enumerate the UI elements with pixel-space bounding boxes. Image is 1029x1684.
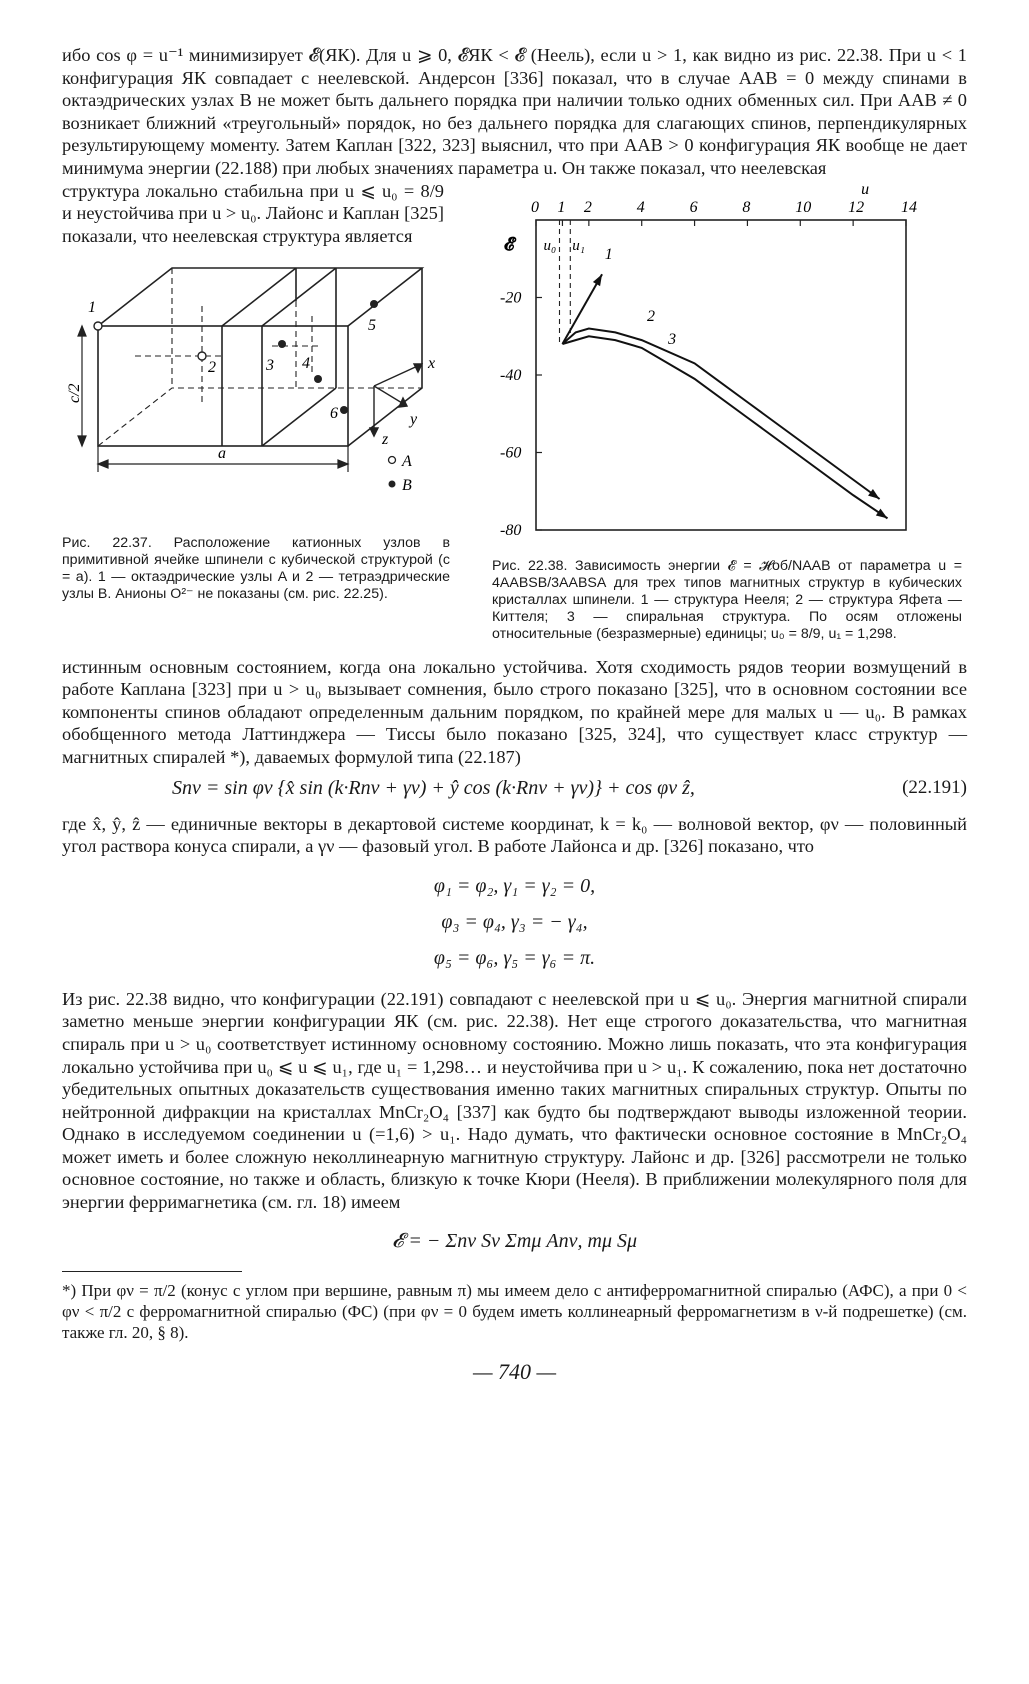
series-arrow-3 bbox=[876, 508, 888, 518]
figure-22-37 bbox=[62, 246, 482, 516]
fig37-node-6: 6 bbox=[330, 404, 338, 422]
fig37-axis-x: x bbox=[428, 354, 436, 372]
fig37-node-5: 5 bbox=[368, 316, 376, 334]
fig37-caption: Рис. 22.37. Расположение катионных узлов в примитивной ячейке шпинели с кубической структурой (c = a). 1 — октаэдрические узлы A и 2 — тетраэдрические узлы B. Анионы O²⁻ не показаны (см. рис. 22.25). bbox=[62, 534, 450, 602]
u0-label: u₀ bbox=[543, 237, 557, 254]
paragraph-left-column: структура локально стабильна при u ⩽ u₀ = 8/9 и неустойчива при u > u₀. Лайонс и Каплан [325] показали, что неелевская структура является bbox=[62, 180, 444, 246]
relation-line-3: φ₅ = φ₆, γ₅ = γ₆ = π. bbox=[433, 946, 596, 969]
equation-22-191 bbox=[62, 769, 967, 809]
series-arrow-2 bbox=[868, 489, 880, 499]
x-tick-label: 6 bbox=[689, 198, 698, 216]
fig37-legend-B: B bbox=[402, 476, 412, 494]
fig37-axis-y: y bbox=[410, 410, 418, 428]
footnote-rule bbox=[62, 1271, 242, 1272]
paragraph-top: ибо cos φ = u⁻¹ минимизирует 𝓔(ЯК). Для u ⩾ 0, 𝓔ЯК < 𝓔 (Неель), если u > 1, как видно из рис. 22.38. При u < 1 конфигурация ЯК совпадает с неелевской. Андерсон [336] показал, что в случае AAB = 0 между спинами в октаэдрических узлах B не может быть дальнего порядка при наличии только одних обменных сил. При AAB ≠ 0 возникает ближний «треугольный» порядок, но без дальнего порядка для слагающих спинов, перпендикулярных результирующему моменту. Затем Каплан [322, 323] выяснил, что при AAB > 0 конфигурация ЯК вообще не дает минимума энергии (22.188) при любых значениях параметра u. Он также показал, что неелевская bbox=[62, 45, 967, 178]
relation-line-1: φ₁ = φ₂, γ₁ = γ₂ = 0, bbox=[433, 874, 596, 897]
u1-label: u₁ bbox=[572, 237, 586, 254]
fig37-node-3: 3 bbox=[266, 356, 274, 374]
page bbox=[62, 44, 967, 1385]
fig37-dim-c2: c/2 bbox=[66, 383, 83, 403]
energy-equation: 𝓔 = − Σnν Sν Σmμ Anν, mμ Sμ bbox=[391, 1229, 638, 1252]
paragraph-bottom: Из рис. 22.38 видно, что конфигурации (22.191) совпадают с неелевской при u ⩽ u₀. Энергия магнитной спирали заметно меньше энергии конфигурации ЯК (см. рис. 22.38). Нет еще строгого доказательства, что магнитная спираль при u > u₀ соответствует истинному основному состоянию. Можно лишь показать, что эта конфигурация локально устойчива при u₀ ⩽ u ⩽ u₁, где u₁ = 1,298… и неустойчива при u > u₁. К сожалению, пока нет достаточно убедительных опытных доказательств существования именно таких магнитных спиральных структур. Опыты по нейтронной дифракции на кристаллах MnCr₂O₄ [337] как будто бы подтверждают выводы изложенной теории. Однако в исследуемом соединении u (=1,6) > u₁. Надо думать, что фактически основное состояние в MnCr₂O₄ может иметь и более сложную неколлинеарную магнитную структуру. Лайонс и др. [326] рассмотрели не только основное состояние, но также и область, близкую к точке Кюри (Нееля). В приближении молекулярного поля для энергии ферримагнетика (см. гл. 18) имеем bbox=[62, 988, 967, 1213]
paragraph-where: где x̂, ŷ, ẑ — единичные векторы в декартовой системе координат, k = k₀ — волновой вектор, φν — половинный угол раствора конуса спирали, а γν — фазовый угол. В работе Лайонса и др. [326] показано, что bbox=[62, 813, 967, 857]
series-label-3: 3 bbox=[668, 330, 677, 348]
x-tick-label: 14 bbox=[901, 198, 917, 216]
fig37-node-1: 1 bbox=[88, 298, 96, 316]
fig37-node-4: 4 bbox=[302, 354, 310, 372]
y-tick-label: -20 bbox=[500, 289, 522, 307]
fig38-caption: Рис. 22.38. Зависимость энергии 𝓔 = 𝓗об/NAAB от параметра u = 4AABSB/3AABSA для трех типов магнитных структур в кубических кристаллах шпинели. 1 — структура Нееля; 2 — структура Яфета — Киттеля; 3 — спиральная структура. По осям отложены относительные (безразмерные) единицы; u₀ = 8/9, u₁ = 1,298. bbox=[492, 557, 962, 642]
equation-22-191-number: (22.191) bbox=[902, 776, 967, 798]
x-axis-label: u bbox=[861, 180, 870, 198]
paragraph-middle: истинным основным состоянием, когда она локально устойчива. Хотя сходимость рядов теории возмущений в работе Каплана [323] при u > u₀ вызывает сомнения, было строго показано [325], что в основном состоянии все компоненты спинов обладают определенным дальним порядком, по крайней мере для малых u — u₀. В рамках обобщенного метода Латтинджера — Тиссы было показано [325, 324], что существует класс структур — магнитных спиралей *), даваемых формулой типа (22.187) bbox=[62, 656, 967, 767]
x-tick-label: 12 bbox=[848, 198, 865, 216]
footnote: *) При φν = π/2 (конус с углом при вершине, равным π) мы имеем дело с антиферромагнитной спиралью (АФС), а при 0 < φν < π/2 с ферромагнитной спиралью (ФС) (при φν = 0 будем иметь коллинеарный ферромагнетизм в ν-й подрешетке) (см. также гл. 20, § 8). bbox=[62, 1280, 967, 1342]
x-tick-label: 1 bbox=[557, 198, 566, 216]
x-tick-label: 8 bbox=[742, 198, 751, 216]
fig37-dim-a: a bbox=[218, 444, 226, 462]
series-line-1 bbox=[562, 274, 602, 344]
y-axis-label: 𝓔 bbox=[504, 233, 515, 254]
x-tick-label: 10 bbox=[795, 198, 812, 216]
series-line-3 bbox=[562, 336, 887, 518]
fig37-axis-z: z bbox=[382, 430, 389, 448]
x-tick-label: 4 bbox=[636, 198, 645, 216]
y-tick-label: -60 bbox=[500, 444, 522, 462]
x-tick-label: 2 bbox=[583, 198, 592, 216]
y-tick-label: -40 bbox=[500, 366, 522, 384]
series-label-2: 2 bbox=[647, 307, 655, 325]
fig37-legend-A: A bbox=[402, 452, 412, 470]
series-line-2 bbox=[562, 328, 879, 499]
figure-22-38-chart bbox=[476, 180, 926, 560]
relation-line-2: φ₃ = φ₄, γ₃ = − γ₄, bbox=[441, 910, 588, 933]
y-tick-label: -80 bbox=[500, 521, 522, 539]
series-arrow-1 bbox=[593, 274, 602, 286]
equation-22-191-body: Snν = sin φν {x̂ sin (k·Rnν + γν) + ŷ cos (k·Rnν + γν)} + cos φν ẑ, bbox=[172, 776, 695, 799]
fig37-node-2: 2 bbox=[208, 358, 216, 376]
chart-frame bbox=[536, 220, 906, 530]
phi-gamma-relations bbox=[62, 868, 967, 976]
x-tick-label: 0 bbox=[531, 198, 539, 216]
page-number: — 740 — bbox=[472, 1358, 557, 1384]
series-label-1: 1 bbox=[604, 245, 613, 263]
figure-row bbox=[62, 180, 967, 650]
